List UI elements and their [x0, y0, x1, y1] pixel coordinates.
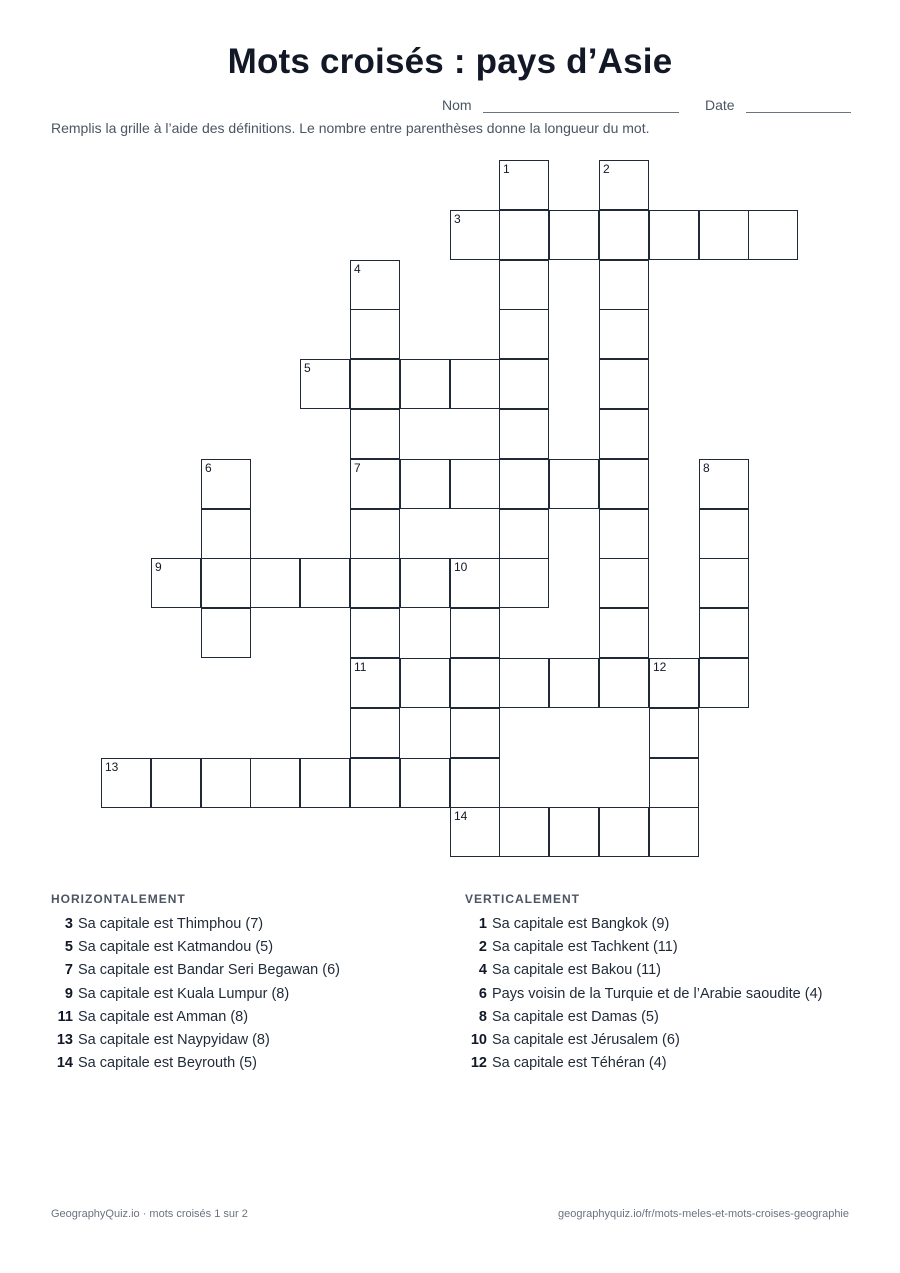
cell-number: 11	[354, 660, 367, 674]
grid-cell[interactable]	[201, 558, 251, 608]
grid-cell[interactable]	[450, 807, 500, 857]
clue-item	[51, 1052, 340, 1075]
clue-number: 6	[478, 985, 487, 1002]
grid-cell[interactable]	[350, 509, 400, 559]
grid-cell[interactable]	[250, 758, 300, 808]
clue-item	[51, 936, 340, 959]
cell-number: 10	[454, 560, 468, 574]
grid-cell[interactable]	[400, 459, 450, 509]
clue-number: 2	[478, 939, 487, 956]
clue-number: 8	[478, 1008, 487, 1025]
down-clues	[465, 913, 822, 1075]
grid-cell[interactable]	[450, 658, 500, 708]
across-clues	[51, 913, 340, 1075]
grid-cell[interactable]	[300, 558, 350, 608]
grid-cell[interactable]	[599, 160, 649, 210]
grid-cell[interactable]	[499, 359, 549, 409]
grid-cell[interactable]	[350, 409, 400, 459]
cell-number: 14	[454, 809, 468, 823]
grid-cell[interactable]	[599, 807, 649, 857]
cell-number: 1	[503, 162, 510, 176]
grid-cell[interactable]	[350, 309, 400, 359]
grid-cell[interactable]	[201, 758, 251, 808]
clue-item	[51, 959, 340, 982]
grid-cell[interactable]	[400, 658, 450, 708]
clue-number: 1	[478, 916, 487, 932]
cell-number: 9	[155, 560, 162, 574]
grid-cell[interactable]	[549, 807, 599, 857]
grid-cell[interactable]	[450, 608, 500, 658]
grid-cell[interactable]	[499, 658, 549, 708]
clue-item	[51, 913, 340, 936]
grid-cell[interactable]	[400, 758, 450, 808]
grid-cell[interactable]	[499, 807, 549, 857]
grid-cell[interactable]	[350, 459, 400, 509]
clue-item	[465, 983, 822, 1006]
clue-text: Sa capitale est Beyrouth (5)	[78, 1055, 257, 1072]
grid-cell[interactable]	[151, 558, 201, 608]
date-line[interactable]	[746, 98, 851, 113]
grid-cell[interactable]	[300, 758, 350, 808]
clue-number: 14	[56, 1055, 73, 1072]
clue-text: Pays voisin de la Turquie et de l’Arabie saoudite (4)	[492, 985, 823, 1002]
down-heading: VERTICALEMENT	[465, 892, 580, 906]
grid-cell[interactable]	[699, 608, 749, 658]
grid-cell[interactable]	[499, 309, 549, 359]
instructions: Remplis la grille à l’aide des définitions. Le nombre entre parenthèses donne la longueur du mot.	[51, 120, 650, 136]
clue-text: Sa capitale est Damas (5)	[492, 1008, 659, 1025]
clue-item	[465, 959, 822, 982]
grid-cell[interactable]	[748, 210, 798, 260]
grid-cell[interactable]	[201, 459, 251, 509]
clue-item	[51, 1029, 340, 1052]
clue-item	[465, 936, 822, 959]
clue-text: Sa capitale est Amman (8)	[78, 1008, 249, 1025]
grid-cell[interactable]	[101, 758, 151, 808]
clue-number: 11	[57, 1008, 73, 1025]
grid-cell[interactable]	[151, 758, 201, 808]
clue-item	[465, 1006, 822, 1029]
clue-text: Sa capitale est Thimphou (7)	[78, 916, 264, 932]
name-field	[442, 97, 679, 113]
grid-cell[interactable]	[450, 459, 500, 509]
grid-cell[interactable]	[450, 758, 500, 808]
grid-cell[interactable]	[649, 210, 699, 260]
grid-cell[interactable]	[599, 260, 649, 310]
grid-cell[interactable]	[699, 509, 749, 559]
grid-cell[interactable]	[499, 210, 549, 260]
grid-cell[interactable]	[549, 210, 599, 260]
clue-number: 4	[478, 962, 487, 979]
grid-cell[interactable]	[699, 558, 749, 608]
grid-cell[interactable]	[599, 608, 649, 658]
cell-number: 2	[603, 162, 610, 176]
clue-number: 12	[470, 1055, 487, 1072]
grid-cell[interactable]	[649, 758, 699, 808]
clue-text: Sa capitale est Bandar Seri Begawan (6)	[78, 962, 340, 979]
cell-number: 6	[205, 461, 212, 475]
cell-number: 12	[653, 660, 667, 674]
clue-text: Sa capitale est Bakou (11)	[492, 962, 661, 979]
grid-cell[interactable]	[599, 509, 649, 559]
grid-cell[interactable]	[450, 558, 500, 608]
date-label: Date	[705, 97, 735, 113]
grid-cell[interactable]	[450, 708, 500, 758]
grid-cell[interactable]	[599, 658, 649, 708]
clue-text: Sa capitale est Bangkok (9)	[492, 916, 670, 932]
clue-text: Sa capitale est Téhéran (4)	[492, 1055, 667, 1072]
clue-number: 13	[56, 1031, 73, 1048]
grid-cell[interactable]	[599, 409, 649, 459]
grid-cell[interactable]	[250, 558, 300, 608]
grid-cell[interactable]	[499, 459, 549, 509]
clue-number: 7	[64, 962, 73, 979]
footer-left: GeographyQuiz.io · mots croisés 1 sur 2	[51, 1208, 248, 1220]
grid-cell[interactable]	[649, 708, 699, 758]
clue-text: Sa capitale est Tachkent (11)	[492, 939, 678, 956]
grid-cell[interactable]	[599, 558, 649, 608]
grid-cell[interactable]	[699, 210, 749, 260]
clue-text: Sa capitale est Kuala Lumpur (8)	[78, 985, 290, 1002]
grid-cell[interactable]	[201, 608, 251, 658]
grid-cell[interactable]	[400, 558, 450, 608]
footer-right: geographyquiz.io/fr/mots-meles-et-mots-croises-geographie	[557, 1208, 849, 1220]
grid-cell[interactable]	[300, 359, 350, 409]
grid-cell[interactable]	[350, 658, 400, 708]
clue-item	[51, 983, 340, 1006]
clue-text: Sa capitale est Naypyidaw (8)	[78, 1031, 270, 1048]
grid-cell[interactable]	[499, 409, 549, 459]
clue-item	[465, 1052, 822, 1075]
grid-cell[interactable]	[499, 260, 549, 310]
grid-cell[interactable]	[499, 558, 549, 608]
clue-item	[465, 913, 822, 936]
grid-cell[interactable]	[649, 807, 699, 857]
grid-cell[interactable]	[599, 359, 649, 409]
grid-cell[interactable]	[350, 758, 400, 808]
across-heading: HORIZONTALEMENT	[51, 892, 186, 906]
name-line[interactable]	[483, 98, 679, 113]
clue-item	[465, 1029, 822, 1052]
grid-cell[interactable]	[450, 210, 500, 260]
clue-item	[51, 1006, 340, 1029]
grid-cell[interactable]	[499, 160, 549, 210]
grid-cell[interactable]	[350, 608, 400, 658]
cell-number: 13	[105, 760, 119, 774]
cell-number: 4	[354, 262, 361, 276]
grid-cell[interactable]	[599, 309, 649, 359]
cell-number: 5	[304, 361, 311, 375]
cell-number: 3	[454, 212, 461, 226]
grid-cell[interactable]	[599, 459, 649, 509]
grid-cell[interactable]	[599, 210, 649, 260]
grid-cell[interactable]	[699, 459, 749, 509]
clue-number: 9	[64, 985, 73, 1002]
grid-cell[interactable]	[350, 708, 400, 758]
grid-cell[interactable]	[699, 658, 749, 708]
grid-cell[interactable]	[400, 359, 450, 409]
grid-cell[interactable]	[350, 260, 400, 310]
date-field	[705, 97, 851, 113]
cell-number: 7	[354, 461, 361, 475]
name-label: Nom	[442, 97, 472, 113]
clue-text: Sa capitale est Katmandou (5)	[78, 939, 274, 956]
grid-cell[interactable]	[201, 509, 251, 559]
grid-cell[interactable]	[350, 558, 400, 608]
clue-text: Sa capitale est Jérusalem (6)	[492, 1031, 680, 1048]
grid-cell[interactable]	[499, 509, 549, 559]
page-title: Mots croisés : pays d’Asie	[227, 42, 673, 81]
clue-number: 3	[64, 916, 73, 932]
clue-number: 10	[470, 1031, 487, 1048]
cell-number: 8	[703, 461, 710, 475]
grid-cell[interactable]	[649, 658, 699, 708]
grid-cell[interactable]	[549, 459, 599, 509]
clue-number: 5	[64, 939, 73, 956]
grid-cell[interactable]	[350, 359, 400, 409]
grid-cell[interactable]	[549, 658, 599, 708]
grid-cell[interactable]	[450, 359, 500, 409]
